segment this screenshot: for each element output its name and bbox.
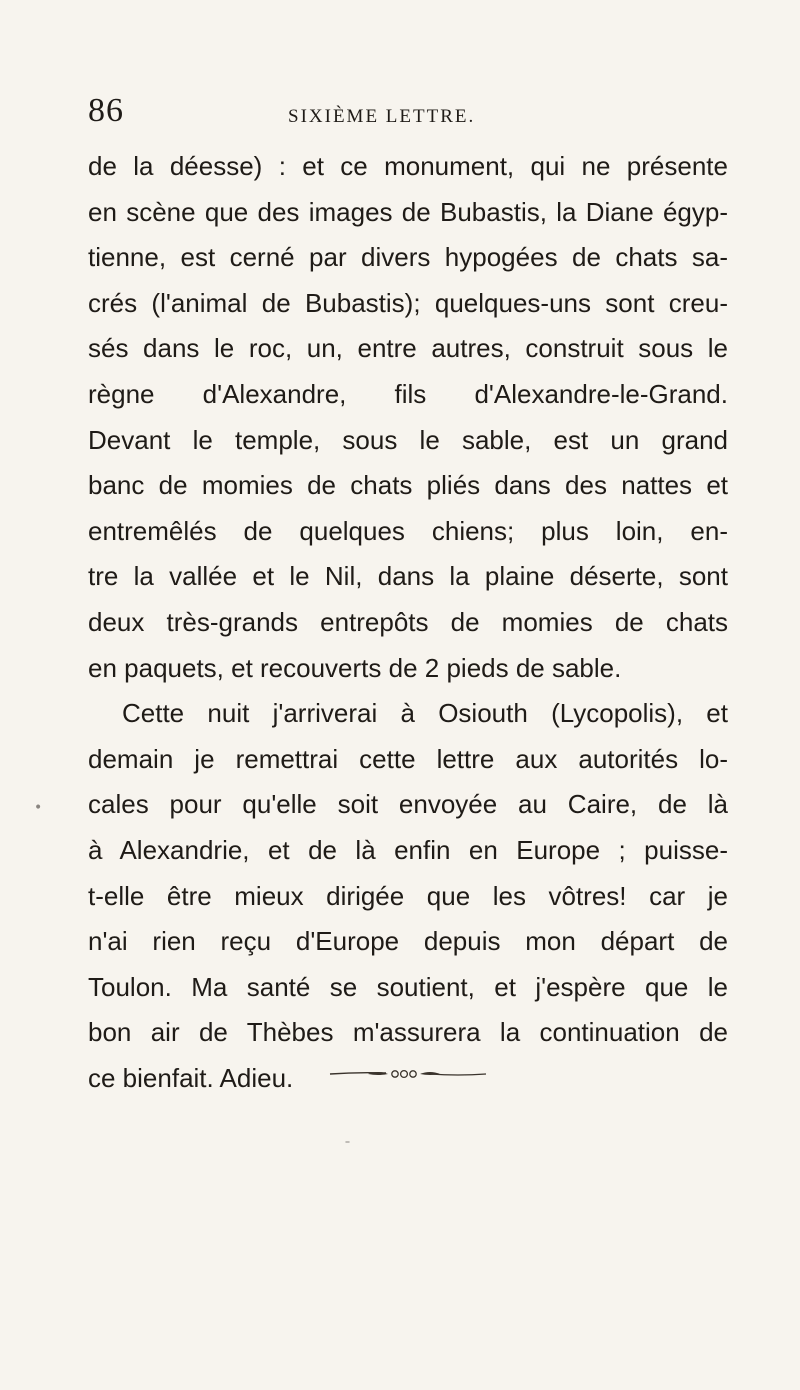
text-line: de la déesse) : et ce monument, qui ne présente — [88, 151, 728, 181]
text-line: sés dans le roc, un, entre autres, construit sous le — [88, 333, 728, 364]
page-header — [88, 92, 728, 132]
text-line: entremêlés de quelques chiens; plus loin, en- — [88, 515, 728, 546]
text-line: en paquets, et recouverts de 2 pieds de sable. — [88, 652, 622, 683]
text-line: Cette nuit j'arriverai à Osiouth (Lycopolis), et — [122, 698, 728, 729]
text-line: crés (l'animal de Bubastis); quelques-uns sont creu- — [88, 287, 728, 318]
text-line: à Alexandrie, et de là enfin en Europe ; puisse- — [88, 834, 728, 865]
fleuron-divider-icon — [328, 1066, 488, 1082]
speck-mark: • — [34, 800, 43, 816]
text-line: en scène que des images de Bubastis, la Diane égyp- — [88, 196, 728, 227]
text-line: demain je remettrai cette lettre aux autorités lo- — [88, 743, 728, 774]
text-line: n'ai rien reçu d'Europe depuis mon départ de — [88, 926, 728, 957]
text-line: deux très-grands entrepôts de momies de chats — [88, 606, 728, 637]
text-line: bon air de Thèbes m'assurera la continuation de — [88, 1017, 728, 1048]
text-line: cales pour qu'elle soit envoyée au Caire, de là — [88, 789, 728, 820]
speck-mark: ˉ — [344, 1140, 351, 1156]
text-line: tre la vallée et le Nil, dans la plaine déserte, sont — [88, 561, 728, 592]
text-line: ce bienfait. Adieu. — [88, 1062, 294, 1093]
text-line: règne d'Alexandre, fils d'Alexandre-le-Grand. — [88, 378, 728, 409]
text-line: tienne, est cerné par divers hypogées de chats sa- — [88, 242, 728, 273]
text-line: Devant le temple, sous le sable, est un grand — [88, 424, 728, 455]
text-line: banc de momies de chats pliés dans des nattes et — [88, 470, 728, 501]
text-line: Toulon. Ma santé se soutient, et j'espère que le — [88, 971, 728, 1002]
running-head: SIXIÈME LETTRE. — [288, 106, 476, 127]
page-number: 86 — [88, 92, 124, 129]
text-line: t-elle être mieux dirigée que les vôtres! car je — [88, 880, 728, 911]
letter-text — [88, 144, 728, 1101]
